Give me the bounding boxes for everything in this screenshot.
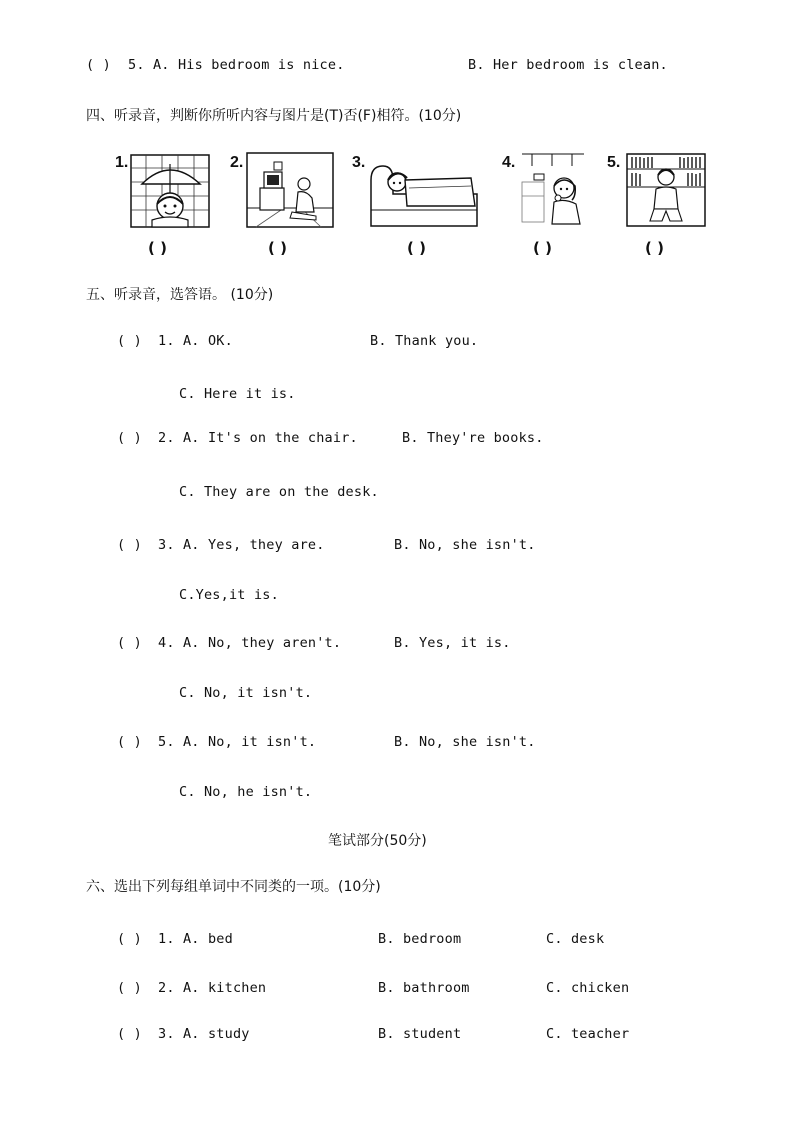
q6-1-option-c: C. desk (546, 931, 605, 947)
picture-1-number: 1. (115, 154, 129, 171)
top-item-option-b: B. Her bedroom is clean. (468, 57, 668, 73)
q5-3-option-b: B. No, she isn't. (394, 537, 536, 553)
q5-2-option-c: C. They are on the desk. (179, 484, 379, 500)
q6-2-option-b: B. bathroom (378, 980, 470, 996)
q5-4-option-b: B. Yes, it is. (394, 635, 511, 651)
rain-umbrella-girl-icon (130, 154, 210, 228)
section-6-heading: 六、选出下列每组单词中不同类的一项。(10分) (86, 879, 381, 895)
q5-3-option-c: C.Yes,it is. (179, 587, 279, 603)
picture-4-number: 4. (502, 154, 516, 171)
boy-in-study-icon (626, 153, 706, 227)
picture-1-answer[interactable]: ( ) (148, 239, 167, 257)
q5-4-option-a: 4. A. No, they aren't. (158, 635, 342, 651)
q5-3-paren[interactable]: ( ) (117, 537, 142, 553)
q6-3-option-b: B. student (378, 1026, 462, 1042)
picture-3-number: 3. (352, 154, 366, 171)
q6-1-paren[interactable]: ( ) (117, 931, 142, 947)
q5-5-option-c: C. No, he isn't. (179, 784, 313, 800)
q5-5-option-a: 5. A. No, it isn't. (158, 734, 317, 750)
q5-2-option-a: 2. A. It's on the chair. (158, 430, 358, 446)
q5-1-option-a: 1. A. OK. (158, 333, 233, 349)
picture-2-number: 2. (230, 154, 244, 171)
q6-2-paren[interactable]: ( ) (117, 980, 142, 996)
top-item-option-a: 5. A. His bedroom is nice. (128, 57, 345, 73)
picture-4-answer[interactable]: ( ) (533, 239, 552, 257)
q5-2-paren[interactable]: ( ) (117, 430, 142, 446)
q5-4-paren[interactable]: ( ) (117, 635, 142, 651)
q6-2-option-c: C. chicken (546, 980, 630, 996)
q6-2-option-a: 2. A. kitchen (158, 980, 267, 996)
q5-2-option-b: B. They're books. (402, 430, 544, 446)
picture-2-answer[interactable]: ( ) (268, 239, 287, 257)
q6-1-option-b: B. bedroom (378, 931, 462, 947)
q5-1-option-c: C. Here it is. (179, 386, 296, 402)
q6-3-option-c: C. teacher (546, 1026, 630, 1042)
q6-3-paren[interactable]: ( ) (117, 1026, 142, 1042)
girl-in-kitchen-icon (518, 152, 588, 226)
q5-1-paren[interactable]: ( ) (117, 333, 142, 349)
q6-3-option-a: 3. A. study (158, 1026, 250, 1042)
q5-1-option-b: B. Thank you. (370, 333, 479, 349)
girl-in-bed-icon (367, 156, 481, 228)
picture-3-answer[interactable]: ( ) (407, 239, 426, 257)
q5-5-option-b: B. No, she isn't. (394, 734, 536, 750)
section-5-heading: 五、听录音，选答语。 (10分) (86, 287, 274, 303)
picture-5-answer[interactable]: ( ) (645, 239, 664, 257)
q6-1-option-a: 1. A. bed (158, 931, 233, 947)
picture-5-number: 5. (607, 154, 621, 171)
q5-4-option-c: C. No, it isn't. (179, 685, 313, 701)
q5-5-paren[interactable]: ( ) (117, 734, 142, 750)
q5-3-option-a: 3. A. Yes, they are. (158, 537, 325, 553)
section-4-heading: 四、听录音，判断你所听内容与图片是(T)否(F)相符。(10分) (86, 108, 462, 124)
written-part-title: 笔试部分(50分) (328, 833, 427, 849)
boy-watching-tv-icon (246, 152, 334, 228)
top-item-paren[interactable]: ( ) (86, 57, 111, 73)
